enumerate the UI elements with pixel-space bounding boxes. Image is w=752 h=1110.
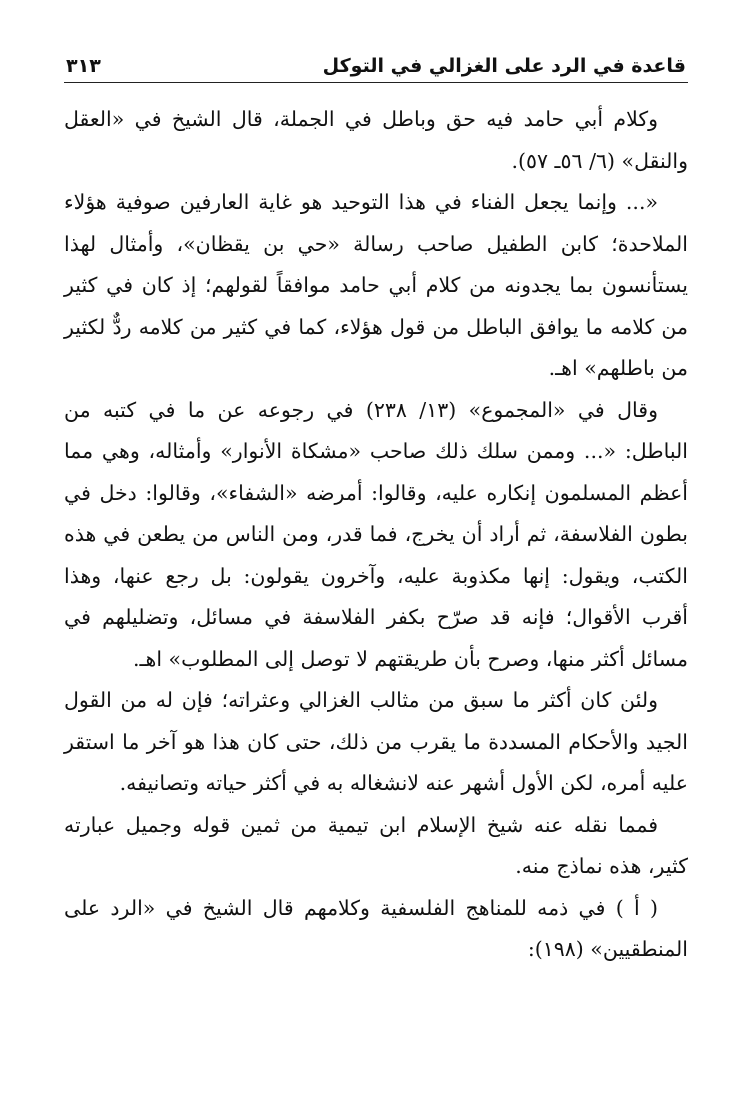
paragraph-majmu-quote: وقال في «المجموع» (١٣/ ٢٣٨) في رجوعه عن ما في كتبه من الباطل: «... وممن سلك ذلك صاحب «مشكاة الأنوار» وأمثاله، وهي مما أعظم المسلمون إنكاره عليه، وقالوا: أمرضه «الشفاء»، وقالوا: دخل في بطون الفلاسفة، ثم أراد أن يخرج، فما قدر، ومن الناس من يطعن في هذه الكتب، ويقول: إنها مكذوبة عليه، وآخرون يقولون: بل رجع عنها، وهذا أقرب الأقوال؛ فإنه قد صرّح بكفر الفلاسفة في مسائل، وتضليلهم في مسائل أكثر منها، وصرح بأن طريقتهم لا توصل إلى المطلوب» اهـ. — [64, 397, 688, 671]
paragraph-intro: وكلام أبي حامد فيه حق وباطل في الجملة، قال الشيخ في «العقل والنقل» (٦/ ٥٦ـ ٥٧). — [64, 107, 688, 173]
page-header — [64, 40, 688, 83]
paragraph-quote-aql-naql: «... وإنما يجعل الفناء في هذا التوحيد هو غاية العارفين صوفية هؤلاء الملاحدة؛ كابن الطفيل صاحب رسالة «حي بن يقظان»، وأمثال لهذا يستأنسون بما يجدونه من كلام أبي حامد موافقاً لقولهم؛ إذ كان في كثير من كلامه ما يوافق الباطل من قول هؤلاء، كما في كثير من كلامه ردٌّ لكثير من باطلهم» اهـ. — [64, 190, 688, 380]
book-page — [64, 40, 688, 971]
running-title: قاعدة في الرد على الغزالي في التوكل — [322, 55, 686, 77]
page-number: ٣١٣ — [66, 55, 101, 77]
paragraph-ghazali-merits: ولئن كان أكثر ما سبق من مثالب الغزالي وعثراته؛ فإن له من القول الجيد والأحكام المسددة ما يقرب من ذلك، حتى كان هذا هو آخر ما استقر عليه أمره، لكن الأول أشهر عنه لانشغاله به في أكثر حياته وتصانيفه. — [64, 688, 688, 795]
paragraph-item-a: ( أ ) في ذمه للمناهج الفلسفية وكلامهم قال الشيخ في «الرد على المنطقيين» (١٩٨): — [64, 895, 688, 961]
paragraph-examples-intro: فمما نقله عنه شيخ الإسلام ابن تيمية من ثمين قوله وجميل عبارته كثير، هذه نماذج منه. — [64, 812, 688, 878]
body-text — [64, 99, 688, 971]
